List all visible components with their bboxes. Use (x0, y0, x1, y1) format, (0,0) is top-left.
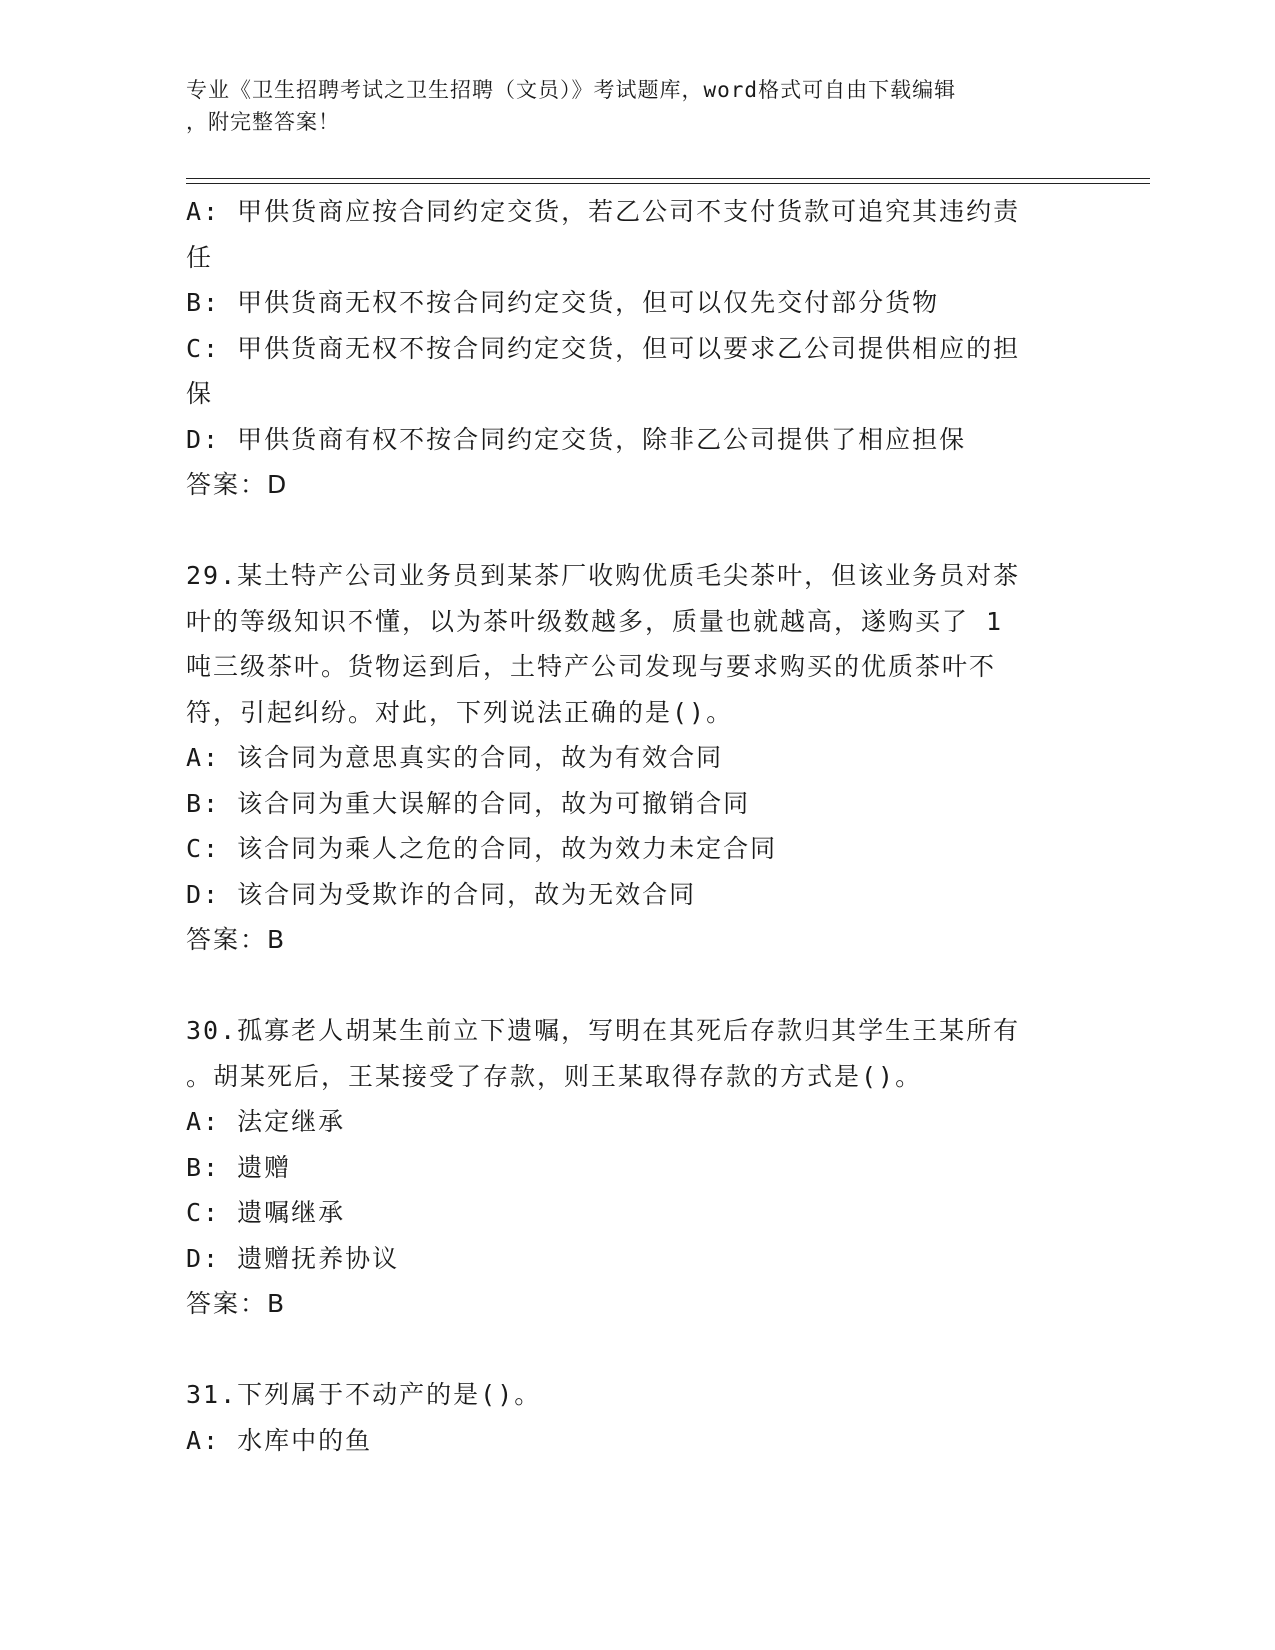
option-a-line-1: A: 甲供货商应按合同约定交货，若乙公司不支付货款可追究其违约责 (186, 197, 1021, 226)
spacer (186, 508, 1086, 554)
option-b: B: 遗赠 (186, 1152, 292, 1182)
option-c-line-2: 保 (186, 379, 214, 408)
answer: 答案：B (186, 1289, 287, 1318)
header-divider-top (186, 178, 1150, 179)
header-line-2: ，附完整答案！ (186, 110, 340, 134)
option-d: D: 甲供货商有权不按合同约定交货，除非乙公司提供了相应担保 (186, 424, 967, 454)
answer: 答案：B (186, 925, 287, 954)
question-stem-line-1: 30.孤寡老人胡某生前立下遗嘱，写明在其死后存款归其学生王某所有 (186, 1016, 1021, 1045)
option-b: B: 该合同为重大误解的合同，故为可撤销合同 (186, 788, 751, 818)
question-stem-line-4: 符，引起纠纷。对此，下列说法正确的是()。 (186, 697, 734, 727)
option-d: D: 该合同为受欺诈的合同，故为无效合同 (186, 879, 697, 909)
question-stem-line-3: 吨三级茶叶。货物运到后，土特产公司发现与要求购买的优质茶叶不 (186, 652, 997, 681)
option-a: A: 法定继承 (186, 1107, 346, 1136)
option-c: C: 该合同为乘人之危的合同，故为效力未定合同 (186, 834, 778, 863)
answer: 答案：D (186, 470, 289, 499)
question-stem-line-1: 31.下列属于不动产的是()。 (186, 1380, 542, 1409)
option-b: B: 甲供货商无权不按合同约定交货，但可以仅先交付部分货物 (186, 288, 940, 317)
question-29 (186, 553, 1086, 963)
option-a: A: 水库中的鱼 (186, 1425, 373, 1455)
header-line-1: 专业《卫生招聘考试之卫生招聘（文员）》考试题库，word格式可自由下载编辑 (186, 78, 957, 102)
spacer (186, 963, 1086, 1009)
question-stem-line-2: 叶的等级知识不懂，以为茶叶级数越多，质量也就越高，遂购买了 1 (186, 606, 1004, 636)
question-list (186, 189, 1086, 1463)
option-a: A: 该合同为意思真实的合同，故为有效合同 (186, 743, 724, 772)
question-28 (186, 189, 1086, 508)
option-d: D: 遗赠抚养协议 (186, 1243, 400, 1273)
spacer (186, 1327, 1086, 1373)
option-a-line-2: 任 (186, 242, 214, 272)
question-30 (186, 1008, 1086, 1327)
document-header (186, 74, 1066, 138)
header-divider-bottom (186, 183, 1150, 184)
option-c: C: 遗嘱继承 (186, 1198, 346, 1227)
question-stem-line-2: 。胡某死后，王某接受了存款，则王某取得存款的方式是()。 (186, 1061, 923, 1091)
question-31 (186, 1372, 1086, 1463)
option-c-line-1: C: 甲供货商无权不按合同约定交货，但可以要求乙公司提供相应的担 (186, 333, 1021, 363)
question-stem-line-1: 29.某土特产公司业务员到某茶厂收购优质毛尖茶叶，但该业务员对茶 (186, 561, 1021, 590)
